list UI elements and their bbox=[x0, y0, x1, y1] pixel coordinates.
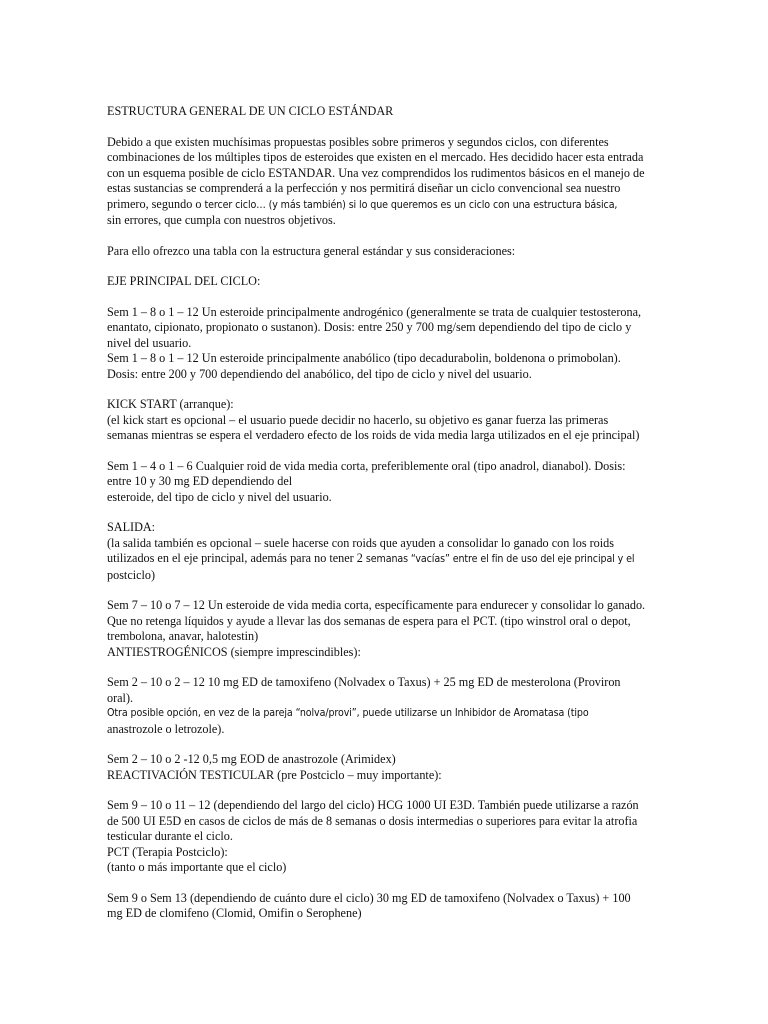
text-line: Sem 9 o Sem 13 (dependiendo de cuánto dure el ciclo) 30 mg ED de tamoxifeno (Nolvadex o Taxus) + 100 bbox=[107, 890, 631, 905]
text-line: Sem 1 – 4 o 1 – 6 Cualquier roid de vida media corta, preferiblemente oral (tipo anadrol, dianabol). Dosis: bbox=[107, 458, 626, 473]
text-line bbox=[107, 197, 667, 214]
text-line: Sem 2 – 10 o 2 -12 0,5 mg EOD de anastrozole (Arimidex) bbox=[107, 752, 396, 766]
text-line bbox=[107, 551, 667, 568]
antiestrogenicos-paragraph bbox=[107, 675, 667, 737]
text-fragment: primero, segundo o bbox=[107, 196, 205, 211]
section-heading: SALIDA: bbox=[107, 520, 156, 534]
text-line: testicular durante el ciclo. bbox=[107, 829, 233, 843]
text-line: postciclo) bbox=[107, 567, 156, 582]
text-line: con un esquema posible de ciclo ESTANDAR. Una vez comprendidos los rudimentos básicos en el manejo de bbox=[107, 165, 645, 180]
text-line: Debido a que existen muchísimas propuestas posibles sobre primeros y segundos ciclos, con diferentes bbox=[107, 134, 609, 149]
text-line: semanas mientras se espera el verdadero efecto de los roids de vida media larga utilizados en el eje principal) bbox=[107, 428, 640, 442]
section-heading: REACTIVACIÓN TESTICULAR (pre Postciclo – muy importante): bbox=[107, 767, 442, 782]
text-line: (el kick start es opcional – el usuario puede decidir no hacerlo, su objetivo es ganar fuerza las primeras bbox=[107, 412, 609, 427]
kick-start-paragraph bbox=[107, 397, 667, 444]
text-line: trembolona, anavar, halotestin) bbox=[107, 629, 259, 643]
intro-paragraph bbox=[107, 135, 667, 229]
document-title bbox=[107, 104, 667, 120]
text-line: (la salida también es opcional – suele hacerse con roids que ayuden a consolidar lo ganado con los roids bbox=[107, 535, 614, 550]
salida-dosage-paragraph bbox=[107, 598, 667, 660]
text-line: entre 10 y 30 mg ED dependiendo del bbox=[107, 474, 293, 488]
text-line: Que no retenga líquidos y ayude a llevar las dos semanas de espera para el PCT. (tipo winstrol oral o depot, bbox=[107, 613, 631, 628]
text-line: Para ello ofrezco una tabla con la estructura general estándar y sus consideraciones: bbox=[107, 243, 516, 258]
section-heading: KICK START (arranque): bbox=[107, 397, 234, 411]
text-line: Sem 7 – 10 o 7 – 12 Un esteroide de vida media corta, específicamente para endurecer y consolidar lo ganado. bbox=[107, 598, 646, 612]
text-line: Sem 1 – 8 o 1 – 12 Un esteroide principalmente anabólico (tipo decadurabolin, boldenona o primobolan). bbox=[107, 351, 621, 365]
text-line: Sem 1 – 8 o 1 – 12 Un esteroide principalmente androgénico (generalmente se trata de cualquier testosterona, bbox=[107, 304, 642, 319]
text-line: esteroide, del tipo de ciclo y nivel del usuario. bbox=[107, 489, 332, 504]
text-fragment: utilizados en el eje principal, además para no tener 2 bbox=[107, 551, 366, 565]
text-fragment-alt-font: semanas “vacías” entre el fin de uso del eje principal y el bbox=[365, 553, 635, 565]
text-line: enantato, cipionato, propionato o sustanon). Dosis: entre 250 y 700 mg/sem dependiendo del tipo de ciclo y bbox=[107, 320, 632, 334]
text-line: mg ED de clomifeno (Clomid, Omifin o Serophene) bbox=[107, 906, 362, 920]
text-line: de 500 UI E5D en casos de ciclos de más de 8 semanas o dosis intermedias o superiores para evitar la atrofia bbox=[107, 813, 638, 828]
text-line: (tanto o más importante que el ciclo) bbox=[107, 860, 287, 874]
text-line: nivel del usuario. bbox=[107, 335, 192, 350]
table-intro-paragraph bbox=[107, 244, 667, 260]
text-line: combinaciones de los múltiples tipos de esteroides que existen en el mercado. Hes decidido hacer esta entrada bbox=[107, 150, 644, 164]
text-line: estas sustancias se comprenderá a la perfección y nos permitirá diseñar un ciclo convencional sea nuestro bbox=[107, 181, 621, 195]
eje-heading bbox=[107, 274, 667, 290]
text-fragment-alt-font: tercer ciclo… (y más también) si lo que queremos es un ciclo con una estructura básica, bbox=[204, 198, 618, 211]
text-line-alt-font: Otra posible opción, en vez de la pareja “nolva/provi”, puede utilizarse un Inhibidor de Aromatasa (tipo bbox=[107, 707, 589, 719]
title-text: ESTRUCTURA GENERAL DE UN CICLO ESTÁNDAR bbox=[107, 104, 394, 118]
text-line: oral). bbox=[107, 690, 134, 705]
section-heading: PCT (Terapia Postciclo): bbox=[107, 844, 228, 859]
text-line: Sem 9 – 10 o 11 – 12 (dependiendo del largo del ciclo) HCG 1000 UI E3D. También puede utilizarse a razón bbox=[107, 798, 639, 812]
heading-text: EJE PRINCIPAL DEL CICLO: bbox=[107, 274, 261, 288]
text-line: Sem 2 – 10 o 2 – 12 10 mg ED de tamoxifeno (Nolvadex o Taxus) + 25 mg ED de mesterolona (Proviron bbox=[107, 675, 621, 689]
hcg-paragraph bbox=[107, 798, 667, 876]
section-heading: ANTIESTROGÉNICOS (siempre imprescindibles): bbox=[107, 644, 361, 659]
anastrozole-paragraph bbox=[107, 752, 667, 783]
kick-start-dosage-paragraph bbox=[107, 459, 667, 506]
text-line: anastrozole o letrozole). bbox=[107, 721, 225, 736]
salida-paragraph bbox=[107, 520, 667, 583]
document-page bbox=[107, 104, 667, 922]
text-line: sin errores, que cumpla con nuestros objetivos. bbox=[107, 213, 336, 227]
pct-paragraph bbox=[107, 891, 667, 922]
eje-paragraph bbox=[107, 305, 667, 383]
text-line: Dosis: entre 200 y 700 dependiendo del anabólico, del tipo de ciclo y nivel del usuario. bbox=[107, 366, 532, 381]
